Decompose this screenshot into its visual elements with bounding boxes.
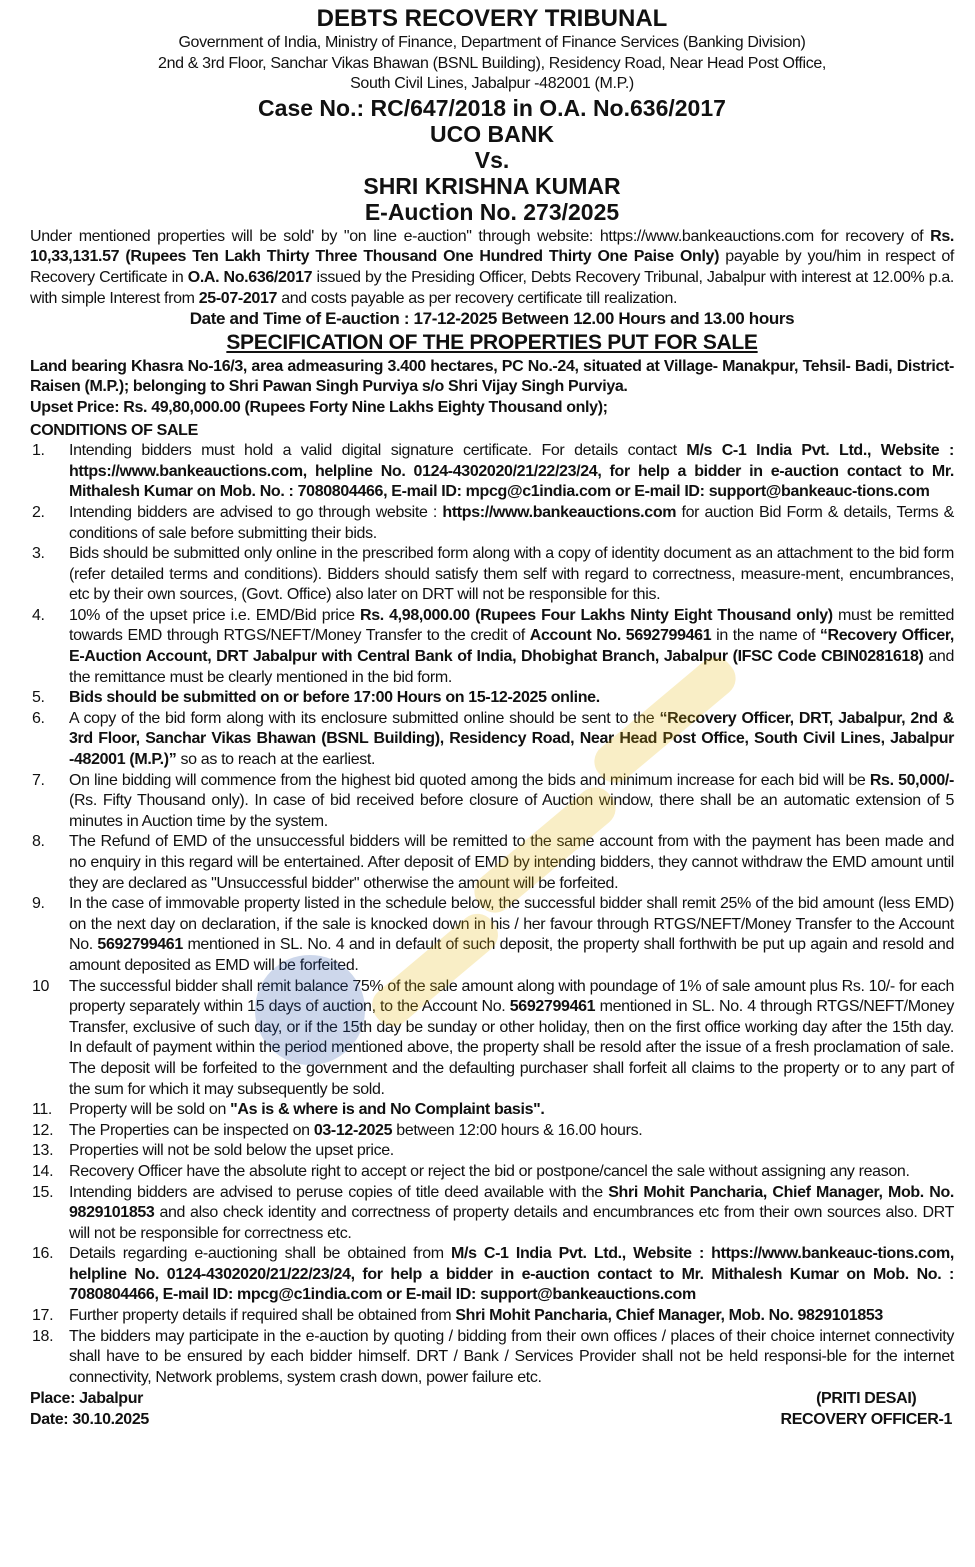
condition-text: https://www.bankeauctions.com bbox=[442, 503, 677, 521]
condition-number: 1. bbox=[32, 442, 45, 460]
upset-price: Upset Price: Rs. 49,80,000.00 (Rupees Forty Nine Lakhs Eighty Thousand only); bbox=[30, 398, 608, 416]
condition-text: 5692799461 bbox=[97, 936, 183, 954]
condition-item bbox=[30, 606, 954, 688]
condition-text: Rs. 4,98,000.00 (Rupees Four Lakhs Ninty Eight Thousand only) bbox=[360, 606, 833, 624]
condition-item bbox=[30, 1141, 954, 1162]
interest-start-date: 25-07-2017 bbox=[198, 289, 278, 307]
condition-item bbox=[30, 544, 954, 606]
condition-text: The bidders may participate in the e-auction by quoting / bidding from their own offices / places of their choice internet connectivity shall have to be ensured by each bidder himself. DRT / Bank / Services Provider shall not be held responsi-ble for the internet connectivity, Network problems, system crash down, power failure etc. bbox=[69, 1327, 954, 1386]
condition-number: 14. bbox=[32, 1162, 54, 1180]
signoff bbox=[30, 1389, 954, 1433]
condition-item bbox=[30, 1121, 954, 1142]
condition-text: 03-12-2025 bbox=[313, 1121, 393, 1139]
condition-text: in the name of bbox=[711, 627, 820, 645]
intro-paragraph bbox=[30, 227, 954, 309]
auction-datetime: Date and Time of E-auction : 17-12-2025 Between 12.00 Hours and 13.00 hours bbox=[189, 309, 795, 329]
condition-text: Further property details if required shall be obtained from bbox=[69, 1307, 456, 1325]
condition-number: 3. bbox=[32, 545, 45, 563]
condition-number: 7. bbox=[32, 771, 45, 789]
signatory-title: RECOVERY OFFICER-1 bbox=[780, 1411, 952, 1429]
condition-number: 13. bbox=[32, 1142, 54, 1160]
place-date-block bbox=[30, 1389, 149, 1430]
condition-text: Intending bidders must hold a valid digital signature certificate. For details contact bbox=[69, 442, 687, 460]
condition-text: Shri Mohit Pancharia, Chief Manager, Mob. No. 9829101853 bbox=[69, 1183, 954, 1222]
condition-text: M/s C-1 India Pvt. Ltd., Website : https://www.bankeauc-tions.com, helpline No. 0124-4302020/21/22/23/24, for help a bidder in e-auction contact to Mr. Mithalesh Kumar on Mob. No. : 7080804466, E-mail ID: mpcg@c1india.com or E-mail ID: support@bankeauctions.com bbox=[69, 1245, 954, 1304]
address-line-1: 2nd & 3rd Floor, Sanchar Vikas Bhawan (BSNL Building), Residency Road, Near Head Post Office, bbox=[158, 54, 826, 72]
condition-item bbox=[30, 1306, 954, 1327]
condition-text: Bids should be submitted only online in the prescribed form along with a copy of identity document as an attachment to the bid form (refer detailed terms and conditions). Bidders should satisfy them self with regard to correctness, measure-ment, encumbrances, etc by their own sources, (Govt. Office) also later on DRT will not be responsible for this. bbox=[69, 545, 954, 604]
condition-text: "As is & where is and No Complaint basis". bbox=[230, 1101, 545, 1119]
condition-text: The successful bidder shall remit balance 75% of the sale amount along with poundage of 1% of sale amount plus Rs. 10/- for each property separately within 15 days of auction, to the Account No. bbox=[69, 977, 954, 1016]
condition-text: 10% of the upset price i.e. EMD/Bid price bbox=[69, 606, 360, 624]
condition-item bbox=[30, 1327, 954, 1389]
specification-title: SPECIFICATION OF THE PROPERTIES PUT FOR SALE bbox=[226, 330, 758, 354]
conditions-list bbox=[30, 441, 954, 1388]
intro-text-4: and costs payable as per recovery certificate till realization. bbox=[277, 289, 678, 307]
respondent-name: SHRI KRISHNA KUMAR bbox=[363, 172, 621, 199]
condition-text: Details regarding e-auctioning shall be obtained from bbox=[69, 1245, 452, 1263]
condition-text: for auction Bid Form & details, Terms & conditions of sale before submitting their bids. bbox=[69, 503, 955, 542]
condition-item bbox=[30, 1183, 954, 1245]
condition-text: 5692799461 bbox=[509, 998, 596, 1016]
condition-text: The Properties can be inspected on bbox=[69, 1121, 314, 1139]
condition-text: Rs. 50,000/- bbox=[869, 771, 954, 789]
condition-item bbox=[30, 977, 954, 1101]
versus-label: Vs. bbox=[474, 146, 510, 173]
condition-item bbox=[30, 441, 954, 503]
intro-text-3: issued by the Presiding Officer, Debts Recovery Tribunal, Jabalpur with interest at 12.00% p.a. with simple Interest from bbox=[30, 268, 954, 307]
condition-number: 4. bbox=[32, 606, 45, 624]
condition-item bbox=[30, 832, 954, 894]
condition-text: and the remittance must be clearly mentioned in the bid form. bbox=[69, 648, 954, 686]
recovery-amount: Rs. 10,33,131.57 (Rupees Ten Lakh Thirty Three Thousand One Hundred Thirty One Paise Only) bbox=[30, 227, 954, 266]
condition-text: Properties will not be sold below the upset price. bbox=[69, 1142, 394, 1160]
condition-text: Intending bidders are advised to go through website : bbox=[69, 503, 443, 521]
condition-text: Account No. 5692799461 bbox=[529, 627, 712, 645]
notice-page bbox=[30, 4, 954, 1433]
condition-text: M/s C-1 India Pvt. Ltd., Website : https://www.bankeauctions.com, helpline No. 0124-4302020/21/22/23/24, for help a bidder in e-auction contact to Mr. Mithalesh Kumar on Mob. No. : 7080804466, E-mail ID: mpcg@c1india.com or E-mail ID: support@bankeauc-tions.com bbox=[69, 442, 955, 501]
property-description: Land bearing Khasra No-16/3, area admeasuring 3.400 hectares, PC No.-24, situated at Village- Manakpur, Tehsil- Badi, District- Raisen (M.P.); belonging to Shri Pawan Singh Purviya s/o Shri Vijay Singh Purviya. bbox=[30, 357, 954, 396]
condition-text: Recovery Officer have the absolute right to accept or reject the bid or postpone/cancel the sale without assigning any reason. bbox=[69, 1162, 910, 1180]
condition-text: mentioned in SL. No. 4 and in default of such deposit, the property shall forthwith be put up again and resold and amount deposited as EMD will be forfeited. bbox=[69, 936, 954, 974]
condition-item bbox=[30, 894, 954, 976]
condition-text: must be remitted towards EMD through RTGS/NEFT/Money Transfer to the credit of bbox=[69, 606, 954, 645]
condition-text: so as to reach at the earliest. bbox=[176, 751, 376, 769]
date-label: Date: 30.10.2025 bbox=[30, 1411, 149, 1429]
condition-text: mentioned in SL. No. 4 through RTGS/NEFT/Money Transfer, exclusive of such day, or if the 15th day be sunday or other holiday, then on the first office working day after the 15th day. In default of payment within the period mentioned above, the property shall be resold after the issue of a fresh proclamation of sale. The deposit will be forfeited to the government and the defaulting purchaser shall forfeit all claims to the property or to any part of the sum for which it may subsequently be sold. bbox=[69, 998, 954, 1098]
place-label: Place: Jabalpur bbox=[30, 1390, 144, 1408]
condition-text: “Recovery Officer, DRT, Jabalpur, 2nd & 3rd Floor, Sanchar Vikas Bhawan (BSNL Building), Residency Road, Near Head Post Office, South Civil Lines, Jabalpur -482001 (M.P.)” bbox=[69, 709, 955, 769]
condition-number: 17. bbox=[32, 1307, 54, 1325]
condition-text: between 12:00 hours & 16.00 hours. bbox=[392, 1121, 643, 1139]
condition-number: 10 bbox=[32, 977, 50, 995]
condition-item bbox=[30, 709, 954, 771]
condition-text: Bids should be submitted on or before 17:00 Hours on 15-12-2025 online. bbox=[69, 689, 600, 707]
intro-text-2: payable by you/him in respect of Recovery Certificate in bbox=[30, 248, 954, 286]
signatory-block bbox=[780, 1389, 952, 1430]
condition-text: (Rs. Fifty Thousand only). In case of bid received before closure of Auction window, there shall be an automatic extension of 5 minutes in Auction time by the system. bbox=[69, 792, 954, 830]
oa-number: O.A. No.636/2017 bbox=[187, 268, 313, 286]
condition-text: “Recovery Officer, E-Auction Account, DRT Jabalpur with Central Bank of India, Dhobighat Branch, Jabalpur (IFSC Code CBIN0281618) bbox=[69, 627, 954, 666]
condition-item bbox=[30, 503, 954, 544]
condition-number: 9. bbox=[32, 895, 45, 913]
case-number: Case No.: RC/647/2018 in O.A. No.636/2017 bbox=[258, 94, 726, 121]
condition-number: 2. bbox=[32, 503, 45, 521]
condition-text: Property will be sold on bbox=[69, 1101, 231, 1119]
condition-item bbox=[30, 1162, 954, 1183]
condition-text: On line bidding will commence from the highest bid quoted among the bids and minimum increase for each bid will be bbox=[69, 771, 870, 789]
condition-number: 16. bbox=[32, 1245, 54, 1263]
intro-text-1: Under mentioned properties will be sold' by "on line e-auction" through website: https://www.bankeauctions.com for recovery of bbox=[30, 227, 931, 245]
condition-text: A copy of the bid form along with its enclosure submitted online should be sent to the bbox=[69, 709, 660, 727]
conditions-title: CONDITIONS OF SALE bbox=[30, 421, 198, 439]
condition-text: Shri Mohit Pancharia, Chief Manager, Mob. No. 9829101853 bbox=[455, 1307, 883, 1325]
condition-number: 15. bbox=[32, 1183, 54, 1201]
condition-item bbox=[30, 688, 954, 709]
tribunal-title: DEBTS RECOVERY TRIBUNAL bbox=[316, 5, 668, 32]
condition-number: 8. bbox=[32, 833, 45, 851]
condition-number: 18. bbox=[32, 1327, 54, 1345]
condition-text: Intending bidders are advised to peruse copies of title deed available with the bbox=[69, 1183, 609, 1201]
auction-number: E-Auction No. 273/2025 bbox=[364, 198, 620, 225]
condition-text: and also check identity and correctness of property details and encumbrances etc from their own sources also. DRT will not be responsible for correctness etc. bbox=[69, 1204, 954, 1242]
signatory-name: (PRITI DESAI) bbox=[816, 1390, 917, 1408]
condition-item bbox=[30, 771, 954, 833]
condition-item bbox=[30, 1244, 954, 1306]
condition-number: 5. bbox=[32, 689, 45, 707]
ministry-line: Government of India, Ministry of Finance, Department of Finance Services (Banking Division) bbox=[178, 34, 806, 51]
condition-text: The Refund of EMD of the unsuccessful bidders will be remitted to the same account from with the payment has been made and no enquiry in this regard will be entertained. After deposit of EMD by intending bidders, they cannot withdraw the EMD amount until they are declared as "Unsuccessful bidder" otherwise the amount will be forfeited. bbox=[69, 833, 954, 892]
condition-number: 12. bbox=[32, 1121, 54, 1139]
condition-number: 11. bbox=[32, 1101, 53, 1119]
condition-text: In the case of immovable property listed in the schedule below, the successful bidder shall remit 25% of the bid amount (less EMD) on the next day on declaration, if the sale is knocked down in his / her favour through RTGS/NEFT/Money Transfer to the Account No. bbox=[69, 895, 954, 954]
condition-number: 6. bbox=[32, 709, 45, 727]
address-line-2: South Civil Lines, Jabalpur -482001 (M.P.) bbox=[350, 75, 634, 93]
petitioner-name: UCO BANK bbox=[430, 120, 554, 147]
condition-item bbox=[30, 1100, 954, 1121]
